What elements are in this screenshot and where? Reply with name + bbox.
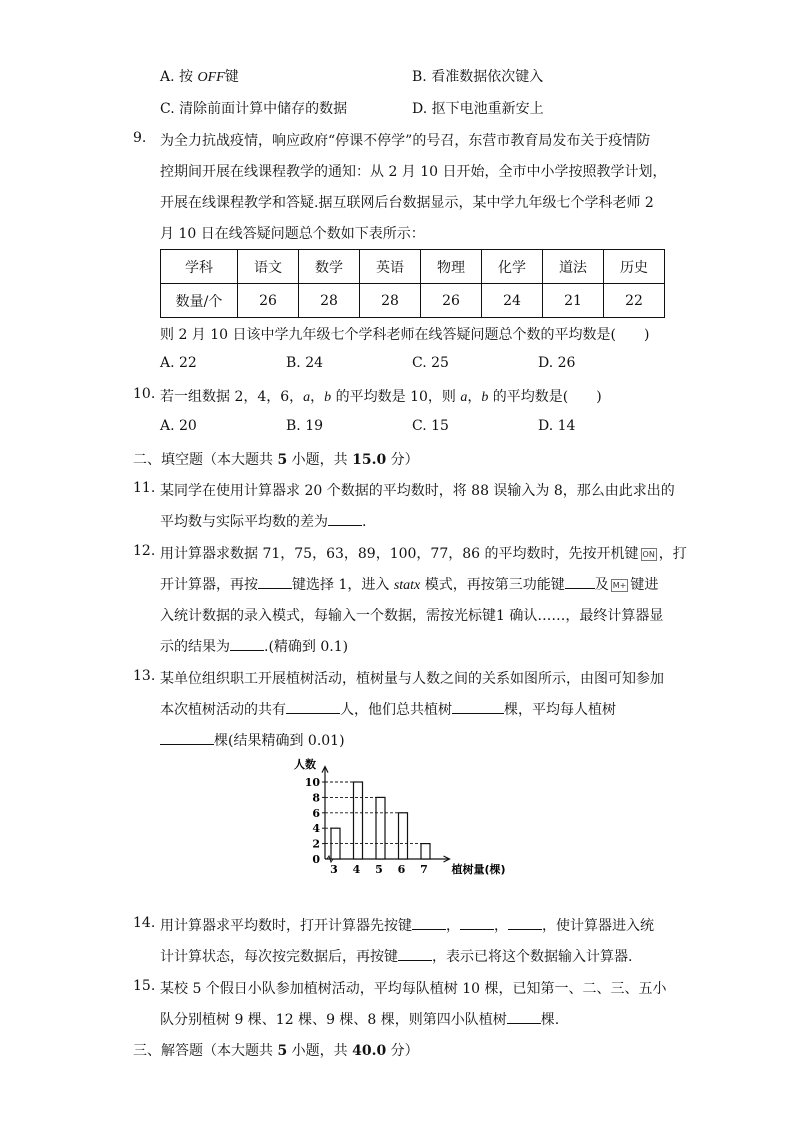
- q9-line: 月 10 日在线答疑问题总个数如下表所示：: [160, 226, 425, 242]
- tree-planting-bar-chart: [280, 755, 510, 880]
- bar: [376, 797, 385, 859]
- table-cell: 英语: [360, 250, 421, 284]
- x-tick-label: 7: [420, 863, 428, 876]
- answer-blank: [412, 915, 446, 930]
- q9-number: 9.: [133, 130, 147, 146]
- q8-option-b: B. 看准数据依次键入: [412, 69, 544, 85]
- answer-blank: [460, 915, 494, 930]
- q9-line: 开展在线课程教学和答疑.据互联网后台数据显示，某中学九年级七个学科老师 2: [160, 195, 654, 211]
- answer-blank: [452, 699, 504, 714]
- table-cell: 22: [604, 284, 665, 318]
- answer-blank: [286, 699, 340, 714]
- q13-line: 某单位组织职工开展植树活动，植树量与人数之间的关系如图所示，由图可知参加: [160, 671, 664, 687]
- q13-line: 本次植树活动的共有 人，他们总共植树 棵，平均每人植树: [160, 699, 616, 719]
- answer-blank: [258, 574, 292, 589]
- table-cell: 物理: [421, 250, 482, 284]
- q12-line: 用计算器求数据 71，75，63，89，100，77，86 的平均数时，先按开机键 ON ，打: [160, 546, 687, 562]
- q9-line: 为全力抗战疫情，响应政府“停课不停学”的号召，东营市教育局发布关于疫情防: [160, 133, 651, 149]
- x-axis-label: 植树量(棵): [451, 863, 506, 876]
- table-cell: 26: [238, 284, 299, 318]
- table-row: [161, 284, 665, 318]
- bar: [421, 844, 430, 859]
- q11-number: 11.: [133, 480, 156, 496]
- q10-option-c: C. 15: [412, 418, 449, 434]
- x-tick-label: 6: [397, 863, 406, 876]
- table-cell: 化学: [482, 250, 543, 284]
- q9-option-b: B. 24: [286, 355, 324, 371]
- q12-line: 开计算器，再按 键选择 1，进入 statx 模式，再按第三功能键 及 M+ 键进: [160, 574, 658, 594]
- table-cell: 28: [360, 284, 421, 318]
- table-header-row: [161, 250, 665, 284]
- q10-option-b: B. 19: [286, 418, 324, 434]
- q8-option-a: A. 按 OFF键: [160, 69, 239, 85]
- section-2-heading: 二、填空题（本大题共 5 小题，共 15.0 分）: [133, 452, 419, 468]
- table-cell: 语文: [238, 250, 299, 284]
- q14-line: 用计算器求平均数时，打开计算器先按键 ， ， ，使计算器进入统: [160, 915, 654, 935]
- bar: [354, 782, 363, 859]
- answer-blank: [508, 915, 542, 930]
- table-cell: 26: [421, 284, 482, 318]
- y-tick-label: 2: [312, 837, 320, 851]
- q9-option-c: C. 25: [412, 355, 449, 371]
- q12-line: 示的结果为 .(精确到 0.1): [160, 636, 348, 656]
- table-cell: 数量/个: [161, 284, 238, 318]
- q8-option-d: D. 抠下电池重新安上: [412, 101, 544, 117]
- q9-data-table: [160, 249, 665, 318]
- q9-question: 则 2 月 10 日该中学九年级七个学科老师在线答疑问题总个数的平均数是( ): [160, 327, 650, 343]
- section-3-heading: 三、解答题（本大题共 5 小题，共 40.0 分）: [133, 1043, 419, 1059]
- q10-option-d: D. 14: [538, 418, 576, 434]
- q9-option-d: D. 26: [538, 355, 576, 371]
- q11-line: 平均数与实际平均数的差为 .: [160, 511, 366, 531]
- q9-option-a: A. 22: [160, 355, 197, 371]
- on-key-icon: ON: [642, 549, 655, 559]
- q13-line: 棵(结果精确到 0.01): [160, 730, 345, 750]
- answer-blank: [160, 730, 214, 745]
- table-cell: 21: [543, 284, 604, 318]
- table-cell: 道法: [543, 250, 604, 284]
- bar: [399, 813, 408, 859]
- q10-option-a: A. 20: [160, 418, 197, 434]
- q8-option-c: C. 清除前面计算中储存的数据: [160, 101, 348, 117]
- q9-line: 控期间开展在线课程教学的通知：从 2 月 10 日开始，全市中小学按照教学计划，: [160, 164, 667, 180]
- answer-blank: [328, 511, 362, 526]
- x-tick-label: 3: [330, 863, 338, 876]
- table-cell: 学科: [161, 250, 238, 284]
- table-cell: 24: [482, 284, 543, 318]
- q10-stem: 若一组数据 2，4，6，a，b 的平均数是 10，则 a，b 的平均数是( ): [160, 389, 602, 405]
- q13-number: 13.: [133, 668, 156, 684]
- m-plus-key-icon: M+: [612, 580, 627, 590]
- y-tick-label: 4: [312, 822, 320, 836]
- table-cell: 数学: [299, 250, 360, 284]
- q11-line: 某同学在使用计算器求 20 个数据的平均数时，将 88 误输入为 8，那么由此求出的: [160, 483, 675, 499]
- answer-blank: [507, 1009, 541, 1024]
- y-tick-label: 0: [312, 853, 320, 866]
- answer-blank: [565, 574, 595, 589]
- q15-line: 某校 5 个假日小队参加植树活动，平均每队植树 10 棵，已知第一、二、三、五小: [160, 981, 667, 997]
- q12-line: 入统计数据的录入模式，每输入一个数据，需按光标键1 确认……，最终计算器显: [160, 608, 664, 624]
- q12-number: 12.: [133, 543, 156, 559]
- q14-line: 计计算状态，每次按完数据后，再按键 ，表示已将这个数据输入计算器.: [160, 946, 632, 966]
- q14-number: 14.: [133, 915, 156, 931]
- q10-number: 10.: [133, 386, 156, 402]
- y-axis-label: 人数: [294, 758, 316, 771]
- answer-blank: [398, 946, 432, 961]
- y-tick-label: 10: [304, 776, 320, 789]
- table-cell: 历史: [604, 250, 665, 284]
- x-tick-label: 4: [352, 863, 361, 876]
- y-tick-label: 6: [312, 806, 320, 820]
- table-cell: 28: [299, 284, 360, 318]
- q15-line: 队分别植树 9 棵、12 棵、9 棵、8 棵，则第四小队植树 棵.: [160, 1009, 559, 1029]
- answer-blank: [230, 636, 264, 651]
- q15-number: 15.: [133, 978, 156, 994]
- y-tick-label: 8: [312, 791, 320, 805]
- x-tick-label: 5: [375, 863, 383, 876]
